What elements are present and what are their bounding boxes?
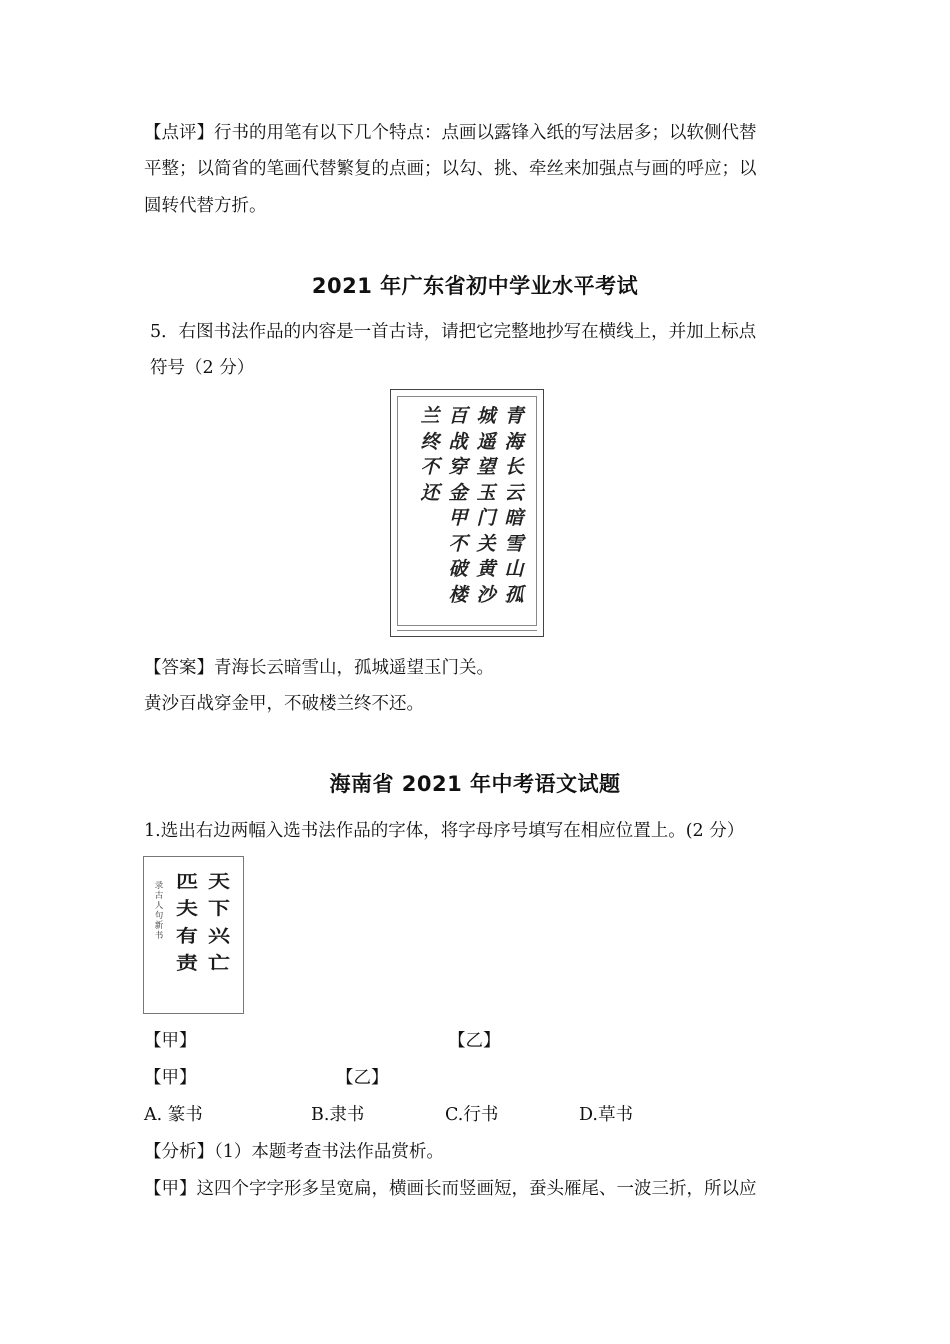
answer-line-1: 【答案】青海长云暗雪山，孤城遥望玉门关。: [144, 658, 494, 678]
answer-line-2: 黄沙百战穿金甲，不破楼兰终不还。: [144, 694, 424, 714]
option-d: D.草书: [579, 1105, 633, 1125]
analysis-line: 【分析】（1）本题考查书法作品赏析。: [144, 1142, 444, 1162]
calligraphy-image-guangdong: [390, 389, 544, 637]
question-1-line: 1.选出右边两幅入选书法作品的字体，将字母序号填写在相应位置上。(2 分）: [144, 821, 745, 841]
section1-title: 2021 年广东省初中学业水平考试: [311, 274, 639, 298]
option-b: B.隶书: [311, 1105, 365, 1125]
calligraphy-column-4: 兰终不还: [420, 405, 440, 504]
label-jia-2: 【甲】: [144, 1068, 197, 1088]
question-5-line-1: 5．右图书法作品的内容是一首古诗，请把它完整地抄写在横线上，并加上标点: [150, 322, 757, 342]
option-c: C.行书: [445, 1105, 499, 1125]
calligraphy-column-1: 天下兴亡: [207, 872, 230, 974]
label-jia: 【甲】: [144, 1031, 197, 1051]
calligraphy-column-2: 匹夫有责: [175, 872, 198, 974]
question-5-line-2: 符号（2 分）: [150, 358, 255, 378]
jia-explanation-line: 【甲】这四个字字形多呈宽扁，横画长而竖画短，蚕头雁尾、一波三折，所以应: [144, 1179, 757, 1199]
option-a: A. 篆书: [144, 1105, 203, 1125]
section2-title: 海南省 2021 年中考语文试题: [329, 772, 621, 796]
calligraphy-column-3: 百战穿金甲不破楼: [448, 405, 468, 606]
calligraphy-signature: 录古人句新书: [154, 881, 164, 941]
calligraphy-image-hainan: [143, 856, 244, 1014]
label-yi-2: 【乙】: [336, 1068, 389, 1088]
comment-line-3: 圆转代替方折。: [144, 196, 267, 216]
comment-line-2: 平整；以简省的笔画代替繁复的点画；以勾、挑、牵丝来加强点与画的呼应；以: [144, 159, 757, 179]
comment-line-1: 【点评】行书的用笔有以下几个特点：点画以露锋入纸的写法居多；以软侧代替: [144, 123, 757, 143]
label-yi: 【乙】: [448, 1031, 501, 1051]
calligraphy-column-2: 城遥望玉门关黄沙: [476, 405, 496, 606]
calligraphy-column-1: 青海长云暗雪山孤: [504, 405, 524, 606]
